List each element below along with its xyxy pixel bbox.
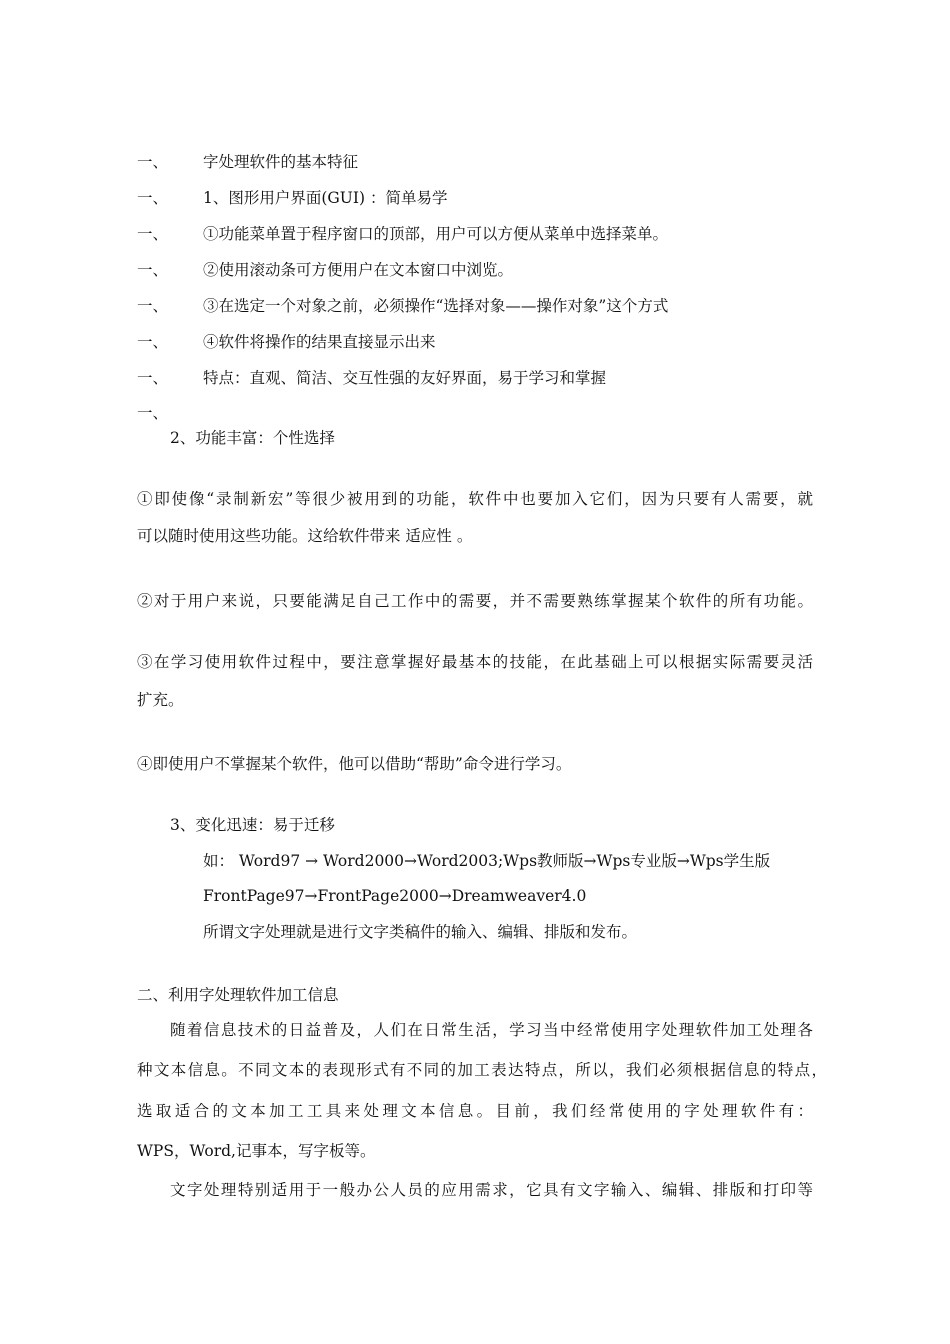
outline-text: 1、图形用户界面(GUI) ：简单易学 xyxy=(203,189,448,207)
outline-marker: 一、 xyxy=(137,153,169,171)
paragraph-line: ③在学习使用软件过程中，要注意掌握好最基本的技能，在此基础上可以根据实际需要灵活 xyxy=(137,653,813,671)
paragraph-line: 文字处理特别适用于一般办公人员的应用需求，它具有文字输入、编辑、排版和打印等 xyxy=(170,1181,813,1199)
outline-text: ①功能菜单置于程序窗口的顶部，用户可以方便从菜单中选择菜单。 xyxy=(203,225,669,243)
paragraph-line: ④即使用户不掌握某个软件，他可以借助“帮助”命令进行学习。 xyxy=(137,755,572,773)
outline-marker: 一、 xyxy=(137,189,169,207)
section-heading: 2、功能丰富：个性选择 xyxy=(170,429,335,447)
outline-text: ②使用滚动条可方便用户在文本窗口中浏览。 xyxy=(203,261,514,279)
outline-text: 特点：直观、简洁、交互性强的友好界面，易于学习和掌握 xyxy=(203,369,607,387)
outline-text: ④软件将操作的结果直接显示出来 xyxy=(203,333,436,351)
outline-marker: 一、 xyxy=(137,261,169,279)
outline-marker: 一、 xyxy=(137,404,169,422)
section-heading: 3、变化迅速：易于迁移 xyxy=(170,816,335,834)
paragraph-line: 所谓文字处理就是进行文字类稿件的输入、编辑、排版和发布。 xyxy=(203,923,638,941)
outline-marker: 一、 xyxy=(137,369,169,387)
example-line: 如： Word97 → Word2000→Word2003;Wps教师版→Wps专业版→Wps学生版 xyxy=(203,852,771,870)
outline-text: 字处理软件的基本特征 xyxy=(203,153,359,171)
outline-marker: 一、 xyxy=(137,225,169,243)
outline-marker: 一、 xyxy=(137,297,169,315)
outline-marker: 一、 xyxy=(137,333,169,351)
paragraph-line: 扩充。 xyxy=(137,691,184,709)
paragraph-line: ②对于用户来说，只要能满足自己工作中的需要，并不需要熟练掌握某个软件的所有功能。 xyxy=(137,592,813,610)
outline-text: ③在选定一个对象之前，必须操作“选择对象——操作对象”这个方式 xyxy=(203,297,669,315)
paragraph-line: 种文本信息。不同文本的表现形式有不同的加工表达特点，所以，我们必须根据信息的特点， xyxy=(137,1061,827,1079)
paragraph-line: 随着信息技术的日益普及，人们在日常生活，学习当中经常使用字处理软件加工处理各 xyxy=(170,1021,813,1039)
paragraph-line: 选取适合的文本加工工具来处理文本信息。目前，我们经常使用的字处理软件有： xyxy=(137,1102,813,1120)
example-line: FrontPage97→FrontPage2000→Dreamweaver4.0 xyxy=(203,887,587,905)
paragraph-line: 可以随时使用这些功能。这给软件带来 适应性 。 xyxy=(137,527,473,545)
paragraph-line: WPS，Word,记事本，写字板等。 xyxy=(137,1142,376,1160)
paragraph-line: ①即使像“录制新宏”等很少被用到的功能，软件中也要加入它们，因为只要有人需要，就 xyxy=(137,490,813,508)
part-heading: 二、利用字处理软件加工信息 xyxy=(137,986,339,1004)
